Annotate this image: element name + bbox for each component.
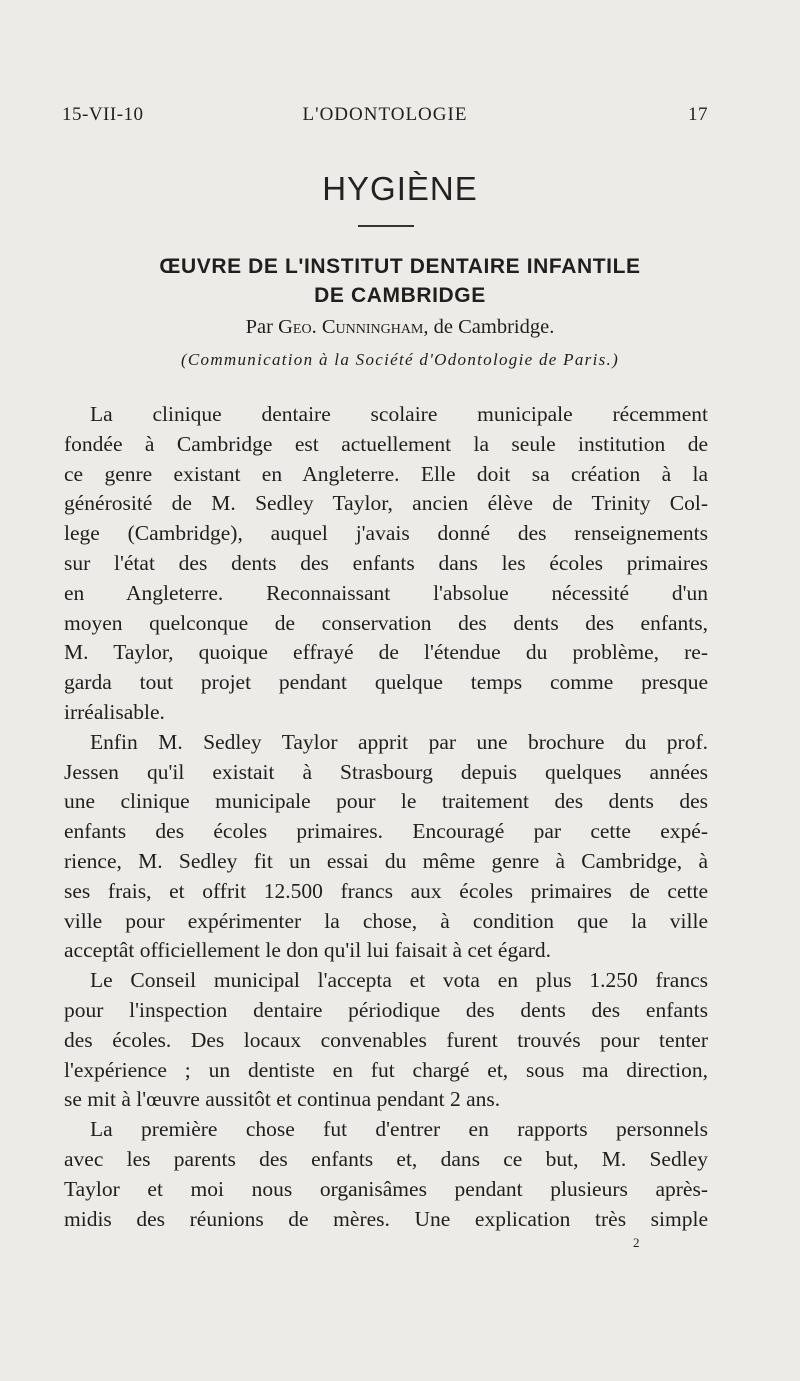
- body-line: irréalisable.: [64, 699, 165, 724]
- signature-mark: 2: [633, 1235, 640, 1250]
- body-line: en Angleterre. Reconnaissant l'absolue nécessité d'un: [64, 580, 708, 605]
- header-journal-title: L'ODONTOLOGIE: [302, 104, 468, 125]
- running-header: [62, 104, 708, 130]
- body-line: La clinique dentaire scolaire municipale récemment: [90, 402, 708, 426]
- header-page-number: 17: [688, 104, 708, 125]
- body-line: Jessen qu'il existait à Strasbourg depuis quelques années: [64, 759, 708, 784]
- body-line: ce genre existant en Angleterre. Elle doit sa création à la: [64, 461, 708, 486]
- header-date: 15-VII-10: [62, 104, 144, 125]
- title-divider: [358, 225, 414, 227]
- body-line: des écoles. Des locaux convenables furent trouvés pour tenter: [64, 1027, 708, 1052]
- body-line: lege (Cambridge), auquel j'avais donné des renseignements: [64, 521, 708, 546]
- body-line: garda tout projet pendant quelque temps comme presque: [64, 670, 708, 695]
- article-byline: [0, 316, 800, 339]
- section-title: HYGIÈNE: [322, 170, 478, 207]
- byline-suffix: , de Cambridge.: [423, 316, 555, 338]
- body-line: Le Conseil municipal l'accepta et vota en plus 1.250 francs: [90, 968, 708, 993]
- article-body: [64, 400, 708, 1234]
- body-line: pour l'inspection dentaire périodique des dents des enfants: [64, 997, 708, 1022]
- body-line: ses frais, et offrit 12.500 francs aux écoles primaires de cette: [64, 878, 708, 903]
- body-line: Enfin M. Sedley Taylor apprit par une brochure du prof.: [90, 729, 708, 754]
- body-line: enfants des écoles primaires. Encouragé par cette expé-: [64, 819, 708, 844]
- body-line: une clinique municipale pour le traitement des dents des: [64, 789, 708, 814]
- body-line: La première chose fut d'entrer en rapports personnels: [90, 1117, 708, 1142]
- body-line: Taylor et moi nous organisâmes pendant plusieurs après-: [64, 1176, 708, 1201]
- body-line: se mit à l'œuvre aussitôt et continua pendant 2 ans.: [64, 1087, 501, 1112]
- body-line: avec les parents des enfants et, dans ce but, M. Sedley: [64, 1146, 708, 1171]
- body-line: acceptât officiellement le don qu'il lui faisait à cet égard.: [64, 938, 552, 963]
- article-title-line: ŒUVRE DE L'INSTITUT DENTAIRE INFANTILE: [159, 255, 641, 278]
- body-line: sur l'état des dents des enfants dans les écoles primaires: [64, 550, 708, 575]
- article-title-line: DE CAMBRIDGE: [314, 284, 486, 307]
- body-line: l'expérience ; un dentiste en fut chargé et, sous ma direction,: [64, 1057, 708, 1082]
- body-line: moyen quelconque de conservation des dents des enfants,: [64, 610, 708, 635]
- byline-prefix: Par: [245, 316, 273, 338]
- body-line: midis des réunions de mères. Une explication très simple: [64, 1206, 708, 1231]
- author-name: Geo. Cunningham: [278, 316, 424, 338]
- body-line: ville pour expérimenter la chose, à condition que la ville: [64, 908, 708, 933]
- body-line: rience, M. Sedley fit un essai du même genre à Cambridge, à: [64, 848, 708, 873]
- body-line: M. Taylor, quoique effrayé de l'étendue du problème, re-: [64, 640, 708, 665]
- article-note: (Communication à la Société d'Odontologie de Paris.): [180, 350, 620, 369]
- body-line: fondée à Cambridge est actuellement la seule institution de: [64, 431, 708, 456]
- body-line: générosité de M. Sedley Taylor, ancien élève de Trinity Col-: [64, 491, 708, 516]
- article-title: [60, 252, 740, 310]
